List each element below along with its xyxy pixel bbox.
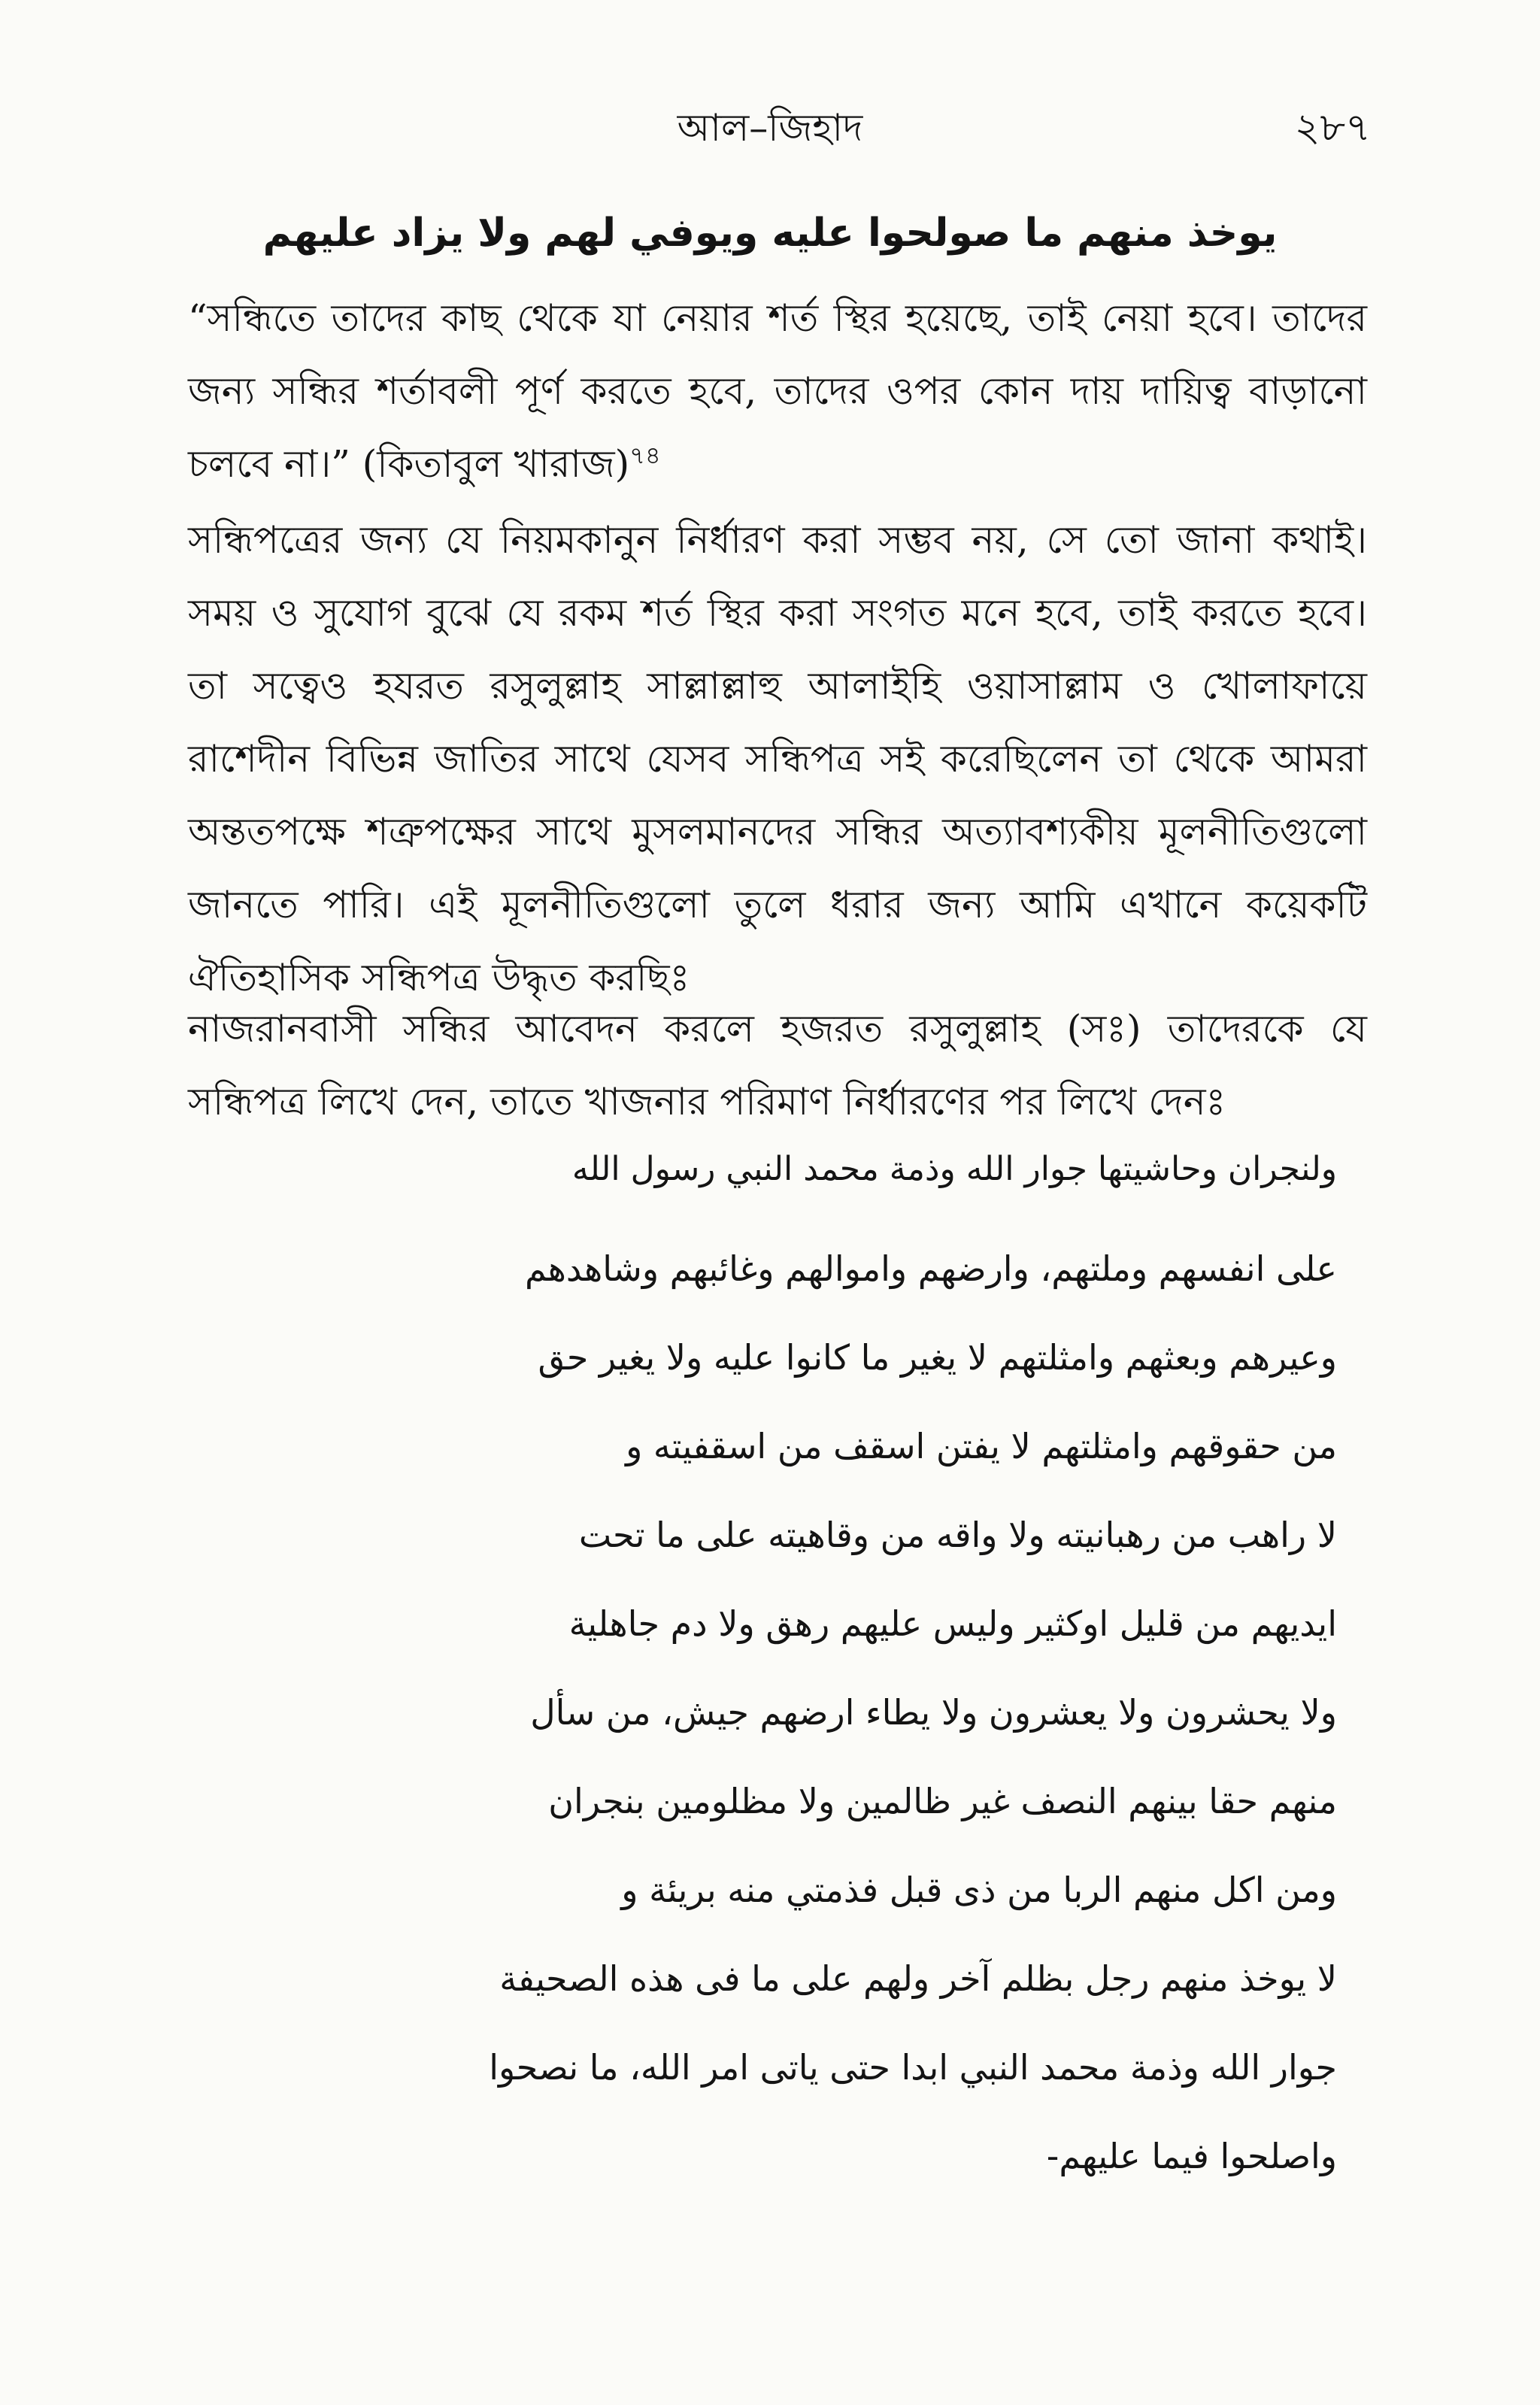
arabic-treaty-line: لا يوخذ منهم رجل بظلم آخر ولهم على ما فى هذه الصحيفة [499,1958,1337,1999]
arabic-treaty-line: منهم حقا بينهم النصف غير ظالمين ولا مظلومين بنجران [548,1781,1337,1821]
arabic-heading: يوخذ منهم ما صولحوا عليه ويوفي لهم ولا يزاد عليهم [262,211,1278,256]
paragraph-rules [188,504,1367,1014]
page-number: ২৮৭ [1294,105,1371,150]
arabic-treaty-line: ومن اكل منهم الربا من ذى قبل فذمتي منه بريئة و [621,1870,1337,1910]
arabic-treaty-line: ولنجران وحاشيتها جوار الله وذمة محمد النبي رسول الله [571,1150,1337,1188]
arabic-treaty-line: وعيرهم وبعثهم وامثلتهم لا يغير ما كانوا عليه ولا يغير حق [538,1337,1337,1378]
quote-paragraph [188,282,1367,501]
arabic-treaty-line: لا راهب من رهبانيته ولا واقه من وقاهيته على ما تحت [578,1515,1337,1555]
quote-block [188,282,1367,501]
arabic-treaty-line: ايديهم من قليل اوكثير وليس عليهم رهق ولا دم جاهلية [568,1603,1337,1644]
arabic-treaty-line: جوار الله وذمة محمد النبي ابدا حتى ياتى امر الله، ما نصحوا [489,2047,1337,2088]
running-title: আল–জিহাদ [677,106,863,150]
arabic-treaty-line: من حقوقهم وامثلتهم لا يفتن اسقف من اسقفيته و [626,1426,1337,1466]
arabic-treaty-line: ولا يحشرون ولا يعشرون ولا يطاء ارضهم جيش، من سأل [530,1692,1337,1733]
paragraph-najran-text: নাজরানবাসী সন্ধির আবেদন করলে হজরত রসুলুল্লাহ (সঃ) তাদেরকে যে সন্ধিপত্র লিখে দেন, তাতে খাজনার পরিমাণ নির্ধারণের পর লিখে দেনঃ [188,1007,1367,1124]
page-header [0,71,1540,154]
arabic-treaty-text [203,1128,1337,2200]
arabic-treaty-line: على انفسهم وملتهم، وارضهم واموالهم وغائبهم وشاهدهم [524,1248,1337,1289]
paragraph-rules-text: সন্ধিপত্রের জন্য যে নিয়মকানুন নির্ধারণ করা সম্ভব নয়, সে তো জানা কথাই। সময় ও সুযোগ বুঝে যে রকম শর্ত স্থির করা সংগত মনে হবে, তাই করতে হবে। তা সত্বেও হযরত রসুলুল্লাহ সাল্লাল্লাহু আলাইহি ওয়াসাল্লাম ও খোলাফায়ে রাশেদীন বিভিন্ন জাতির সাথে যেসব সন্ধিপত্র সই করেছিলেন তা থেকে আমরা অন্ততপক্ষে শত্রুপক্ষের সাথে মুসলমানদের সন্ধির অত্যাবশ্যকীয় মূলনীতিগুলো জানতে পারি। এই মূলনীতিগুলো তুলে ধরার জন্য আমি এখানে কয়েকটি ঐতিহাসিক সন্ধিপত্র উদ্ধৃত করছিঃ [188,518,1367,999]
footnote-ref: ৭৪ [629,441,661,470]
arabic-treaty-line: واصلحوا فيما عليهم- [1046,2136,1337,2176]
paragraph-najran [188,993,1367,1139]
quote-text: “সন্ধিতে তাদের কাছ থেকে যা নেয়ার শর্ত স্থির হয়েছে, তাই নেয়া হবে। তাদের জন্য সন্ধির শর্তাবলী পূর্ণ করতে হবে, তাদের ওপর কোন দায় দায়িত্ব বাড়ানো চলবে না।” (কিতাবুল খারাজ) [188,296,1367,486]
